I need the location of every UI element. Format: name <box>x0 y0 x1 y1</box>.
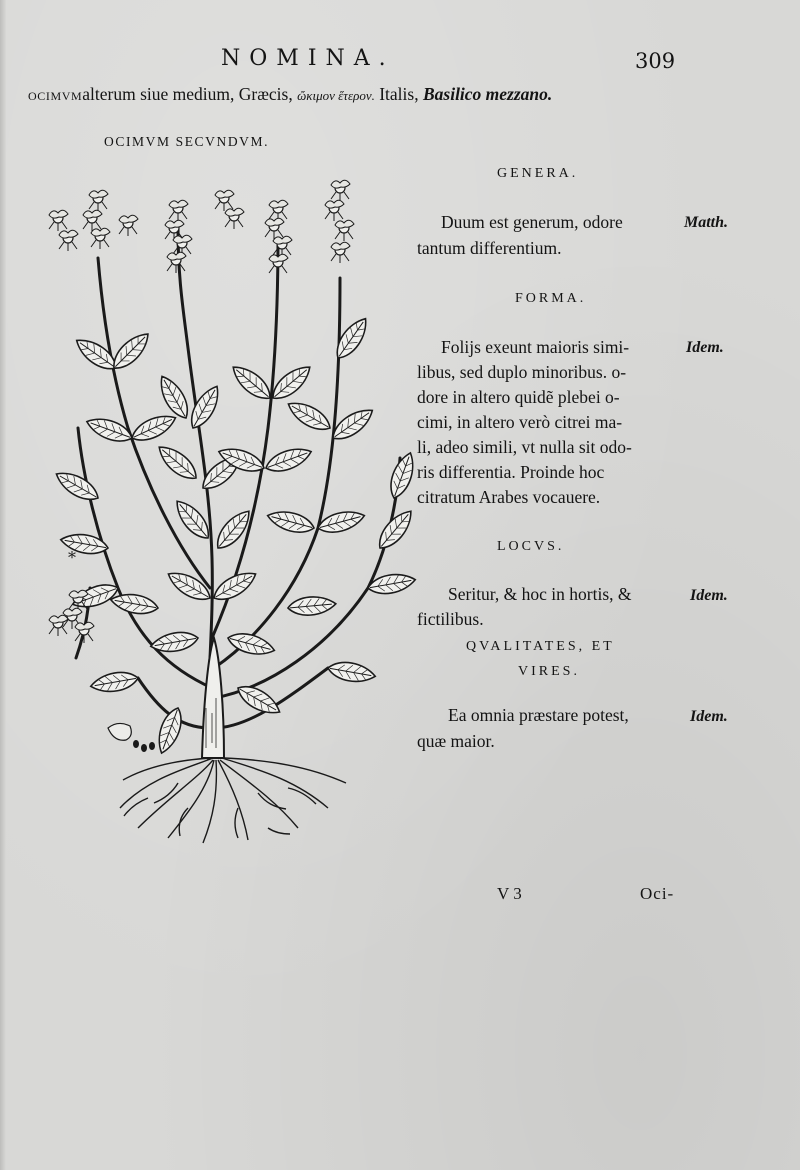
figure-caption: OCIMVM SECVNDVM. <box>104 134 270 149</box>
margin-note-locus: Idem. <box>690 587 728 604</box>
forma-line: ris differentia. Proinde hoc <box>417 462 605 482</box>
signature-mark: V 3 <box>497 884 522 903</box>
names-latin: alterum siue medium, Græcis, <box>82 84 293 104</box>
catchword: Oci- <box>640 884 675 903</box>
names-italis: Italis, <box>379 84 419 104</box>
section-heading-genera: GENERA. <box>497 166 579 181</box>
genera-line: tantum differentium. <box>417 238 562 258</box>
forma-line: citratum Arabes vocauere. <box>417 487 601 507</box>
names-greek: ὤκιμον ἕτερον. <box>297 88 375 103</box>
qualitates-line: Ea omnia præstare potest, <box>448 705 629 725</box>
names-label: OCIMVM <box>28 89 83 103</box>
forma-line: li, adeo simili, vt nulla sit odo- <box>417 437 632 457</box>
forma-line: dore in altero quidẽ plebei o- <box>417 387 620 407</box>
section-heading-forma: FORMA. <box>515 291 587 306</box>
page-edge <box>0 0 6 1170</box>
svg-text:*: * <box>68 548 76 567</box>
margin-note-qualitates: Idem. <box>690 708 728 725</box>
forma-line: libus, sed duplo minoribus. o- <box>417 362 627 382</box>
qualitates-line: quæ maior. <box>417 731 495 751</box>
forma-line: cimi, in altero verò citrei ma- <box>417 412 623 432</box>
section-heading-locus: LOCVS. <box>497 539 565 554</box>
margin-note-genera: Matth. <box>684 214 729 231</box>
running-title: NOMINA. <box>221 46 395 71</box>
names-line <box>28 84 552 105</box>
basil-woodcut-illustration <box>28 168 428 848</box>
margin-note-forma: Idem. <box>686 339 724 356</box>
locus-line: Seritur, & hoc in hortis, & <box>448 584 632 604</box>
page-number: 309 <box>635 49 676 73</box>
names-italian: Basilico mezzano. <box>422 84 553 104</box>
forma-line: Folijs exeunt maioris simi- <box>441 337 630 357</box>
locus-line: fictilibus. <box>417 609 484 629</box>
genera-line: Duum est generum, odore <box>441 212 623 232</box>
section-heading-vires: VIRES. <box>518 664 580 679</box>
section-heading-qualitates: QVALITATES, ET <box>466 639 615 654</box>
